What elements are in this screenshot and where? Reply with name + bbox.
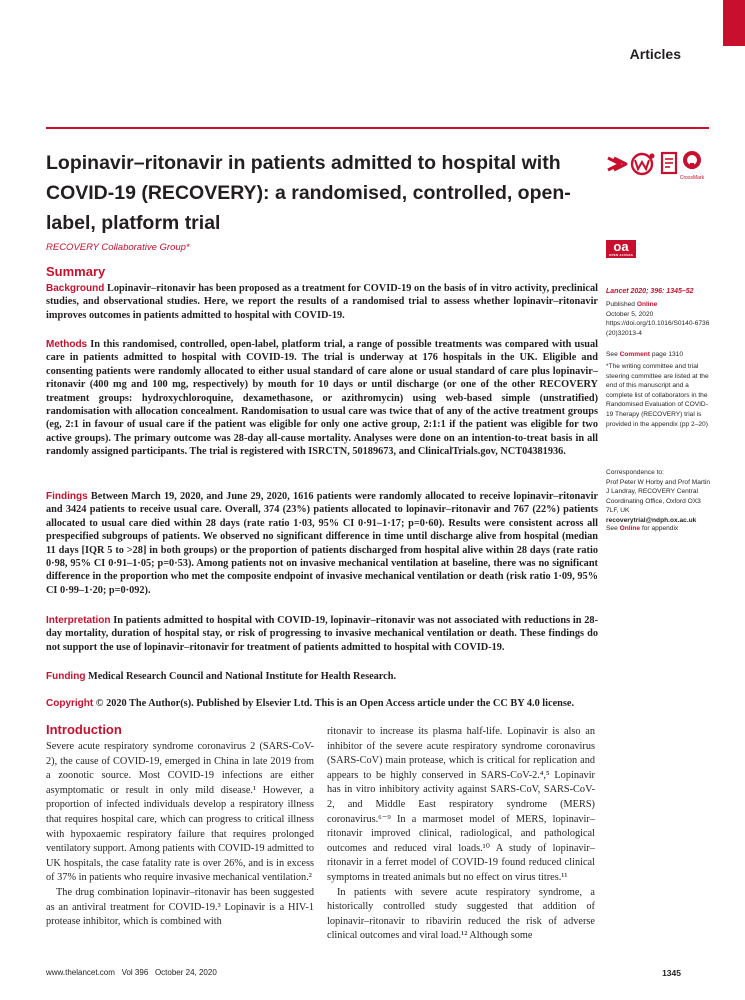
body-column-1: [46, 740, 314, 930]
see-prefix-2: See: [606, 525, 618, 532]
email-link[interactable]: recoverytrial@ndph.ox.ac.uk: [606, 516, 697, 524]
findings-text: Between March 19, 2020, and June 29, 2020, 1616 patients were randomly allocated to receive lopinavir–ritonavir and 3424 patients to receive usual care. Overall, 374 (23%) patients allocated to lopinavir–ritonavir and 767 (22%) patients allocated to usual care died within 28 days (rate ratio 1·03, 95% CI 0·91–1·17; p=0·60). Results were consistent across all prespecified subgroups of patients. We observed no significant difference in time until discharge alive from hospital (median 11 days [IQR 5 to >28] in both groups) or the proportion of patients discharged from hospital alive within 28 days (rate ratio 0·98, 95% CI 0·91–1·05; p=0·53). Among patients not on invasive mechanical ventilation at baseline, there was no significant difference in the proportion who met the composite endpoint of invasive mechanical ventilation or death (risk ratio 1·09, 95% CI 0·99–1·20; p=0·092).: [46, 491, 599, 596]
writing-committee-note: *The writing committee and trial steering committee are listed at the end of this manuscript and a complete list of collaborators in the Randomised Evaluation of COVID-19 Therapy (RECOVERY) trial is provided in the appendix (pp 2–20): [606, 363, 709, 428]
share-icon[interactable]: [608, 158, 626, 170]
appendix-suffix: for appendix: [641, 525, 679, 532]
methods-paragraph: [46, 338, 598, 459]
comment-ref: [606, 350, 712, 360]
section-label: Articles: [629, 46, 681, 62]
body-column-2: [327, 725, 595, 944]
methods-text: In this randomised, controlled, open-label, platform trial, a range of possible treatments was compared with usual care in patients admitted to hospital with COVID-19. The trial is underway at 176 hospitals in the UK. Eligible and consenting patients were randomly allocated to either usual standard of care alone or usual standard of care plus lopinavir–ritonavir (400 mg and 100 mg, respectively) by mouth for 10 days or until discharge (or one of the other RECOVERY treatment groups: hydroxychloroquine, dexamethasone, or azithromycin) using web-based simple (unstratified) randomisation with allocation concealment. Randomisation to usual care was twice that of any of the active treatment groups (eg, 2:1 in favour of usual care if the patient was eligible for only one active group, 2:1:1 if the patient was eligible for two active groups). The primary outcome was 28-day all-cause mortality. Analyses were done on an intention-to-treat basis in all randomly assigned participants. The trial is registered with ISRCTN, 50189673, and ClinicalTrials.gov, NCT04381936.: [46, 339, 598, 458]
crossmark-icon[interactable]: [683, 151, 701, 169]
article-tools: [606, 148, 706, 184]
correspondence: [606, 468, 712, 526]
doi-link[interactable]: https://doi.org/10.1016/S0140-6736(20)32013-4: [606, 320, 710, 337]
appendix-ref: [606, 524, 712, 534]
correspondence-label: Correspondence to:: [606, 469, 664, 476]
pdf-icon[interactable]: [662, 153, 676, 173]
web-icon[interactable]: [632, 154, 655, 175]
background-label: Background: [46, 283, 105, 294]
methods-label: Methods: [46, 339, 88, 350]
intro-paragraph-4: In patients with severe acute respiratory syndrome, a historically controlled study suggested that addition of lopinavir–ritonavir to ribavirin reduced the risk of adverse clinical outcomes and viral load.¹² Although some: [327, 886, 595, 942]
crossmark-label: CrossMark: [679, 175, 705, 181]
interpretation-label: Interpretation: [46, 615, 111, 626]
correspondence-names: Prof Peter W Horby and Prof Martin J Landray, RECOVERY Central Coordinating Office, Oxford OX3 7LF, UK: [606, 478, 711, 515]
funding-label: Funding: [46, 671, 86, 682]
publication-info: [606, 300, 712, 338]
introduction-heading: Introduction: [46, 722, 122, 737]
findings-label: Findings: [46, 491, 88, 502]
interpretation-paragraph: [46, 614, 598, 654]
see-prefix: See: [606, 351, 618, 358]
intro-paragraph-1: Severe acute respiratory syndrome coronavirus 2 (SARS-CoV-2), the cause of COVID-19, emerged in China in late 2019 from a zoonotic source. Most COVID-19 infections are either asymptomatic or result in only mild disease.¹ However, a proportion of infected individuals develop a respiratory illness that requires hospital care, which can progress to critical illness with hypoxaemic respiratory failure that requires prolonged ventilatory support. Among patients with COVID-19 admitted to UK hospitals, the case fatality rate is over 26%, and is in excess of 37% in patients who require invasive mechanical ventilation.²: [46, 741, 314, 884]
interpretation-text: In patients admitted to hospital with COVID-19, lopinavir–ritonavir was not associated with reductions in 28-day mortality, duration of hospital stay, or risk of progressing to invasive mechanical ventilation or death. These findings do not support the use of lopinavir–ritonavir for treatment of patients admitted to hospital with COVID-19.: [46, 615, 599, 653]
comment-link[interactable]: Comment: [619, 351, 650, 358]
background-paragraph: [46, 282, 598, 322]
oa-logo-subtext: OPEN ACCESS: [609, 253, 633, 257]
copyright-text: © 2020 The Author(s). Published by Elsevier Ltd. This is an Open Access article under the CC BY 4.0 license.: [95, 698, 575, 709]
corner-tab: [723, 0, 745, 46]
page-number: 1345: [662, 968, 681, 978]
findings-paragraph: [46, 490, 598, 597]
comment-page: page 1310: [651, 351, 683, 358]
published-prefix: Published: [606, 301, 635, 308]
copyright-label: Copyright: [46, 698, 94, 709]
oa-logo-text: oa: [613, 239, 629, 254]
summary-heading: Summary: [46, 264, 106, 279]
article-title: Lopinavir–ritonavir in patients admitted to hospital with COVID-19 (RECOVERY): a randomised, controlled, open-label, platform trial: [46, 152, 571, 234]
footer-journal: www.thelancet.com Vol 396 October 24, 2020: [46, 968, 217, 977]
open-access-logo: [606, 240, 636, 258]
citation: Lancet 2020; 396: 1345–52: [606, 288, 694, 295]
funding-paragraph: [46, 670, 598, 683]
intro-paragraph-2: The drug combination lopinavir–ritonavir has been suggested as an antiviral treatment for COVID-19.³ Lopinavir is a HIV-1 protease inhibitor, which is combined with: [46, 886, 314, 928]
authors-link[interactable]: RECOVERY Collaborative Group*: [46, 242, 190, 253]
background-text: Lopinavir–ritonavir has been proposed as a treatment for COVID-19 on the basis of in vitro activity, preclinical studies, and observational studies. Here, we report the results of a randomised trial to assess whether lopinavir–ritonavir improves outcomes in patients admitted to hospital with COVID-19.: [46, 283, 598, 321]
copyright-paragraph: [46, 697, 598, 710]
intro-paragraph-3: ritonavir to increase its plasma half-life. Lopinavir is also an inhibitor of the severe acute respiratory syndrome coronavirus (SARS-CoV) main protease, which is critical for replication and appears to be highly conserved in SARS-CoV-2.⁴,⁵ Lopinavir has in vitro inhibitory activity against SARS-CoV, SARS-CoV-2, and Middle East respiratory syndrome (MERS) coronavirus.⁶⁻⁹ In a marmoset model of MERS, lopinavir–ritonavir improved clinical, radiological, and pathological outcomes and reduced viral loads.¹⁰ A study of lopinavir–ritonavir in a ferret model of COVID-19 found reduced clinical symptoms in treated animals but no effect on virus titres.¹¹: [327, 726, 595, 883]
published-date: October 5, 2020: [606, 310, 654, 318]
header-rule: [46, 127, 709, 129]
published-online-link[interactable]: Online: [636, 301, 658, 308]
funding-text: Medical Research Council and National Institute for Health Research.: [88, 671, 397, 682]
appendix-online-link[interactable]: Online: [619, 525, 641, 532]
